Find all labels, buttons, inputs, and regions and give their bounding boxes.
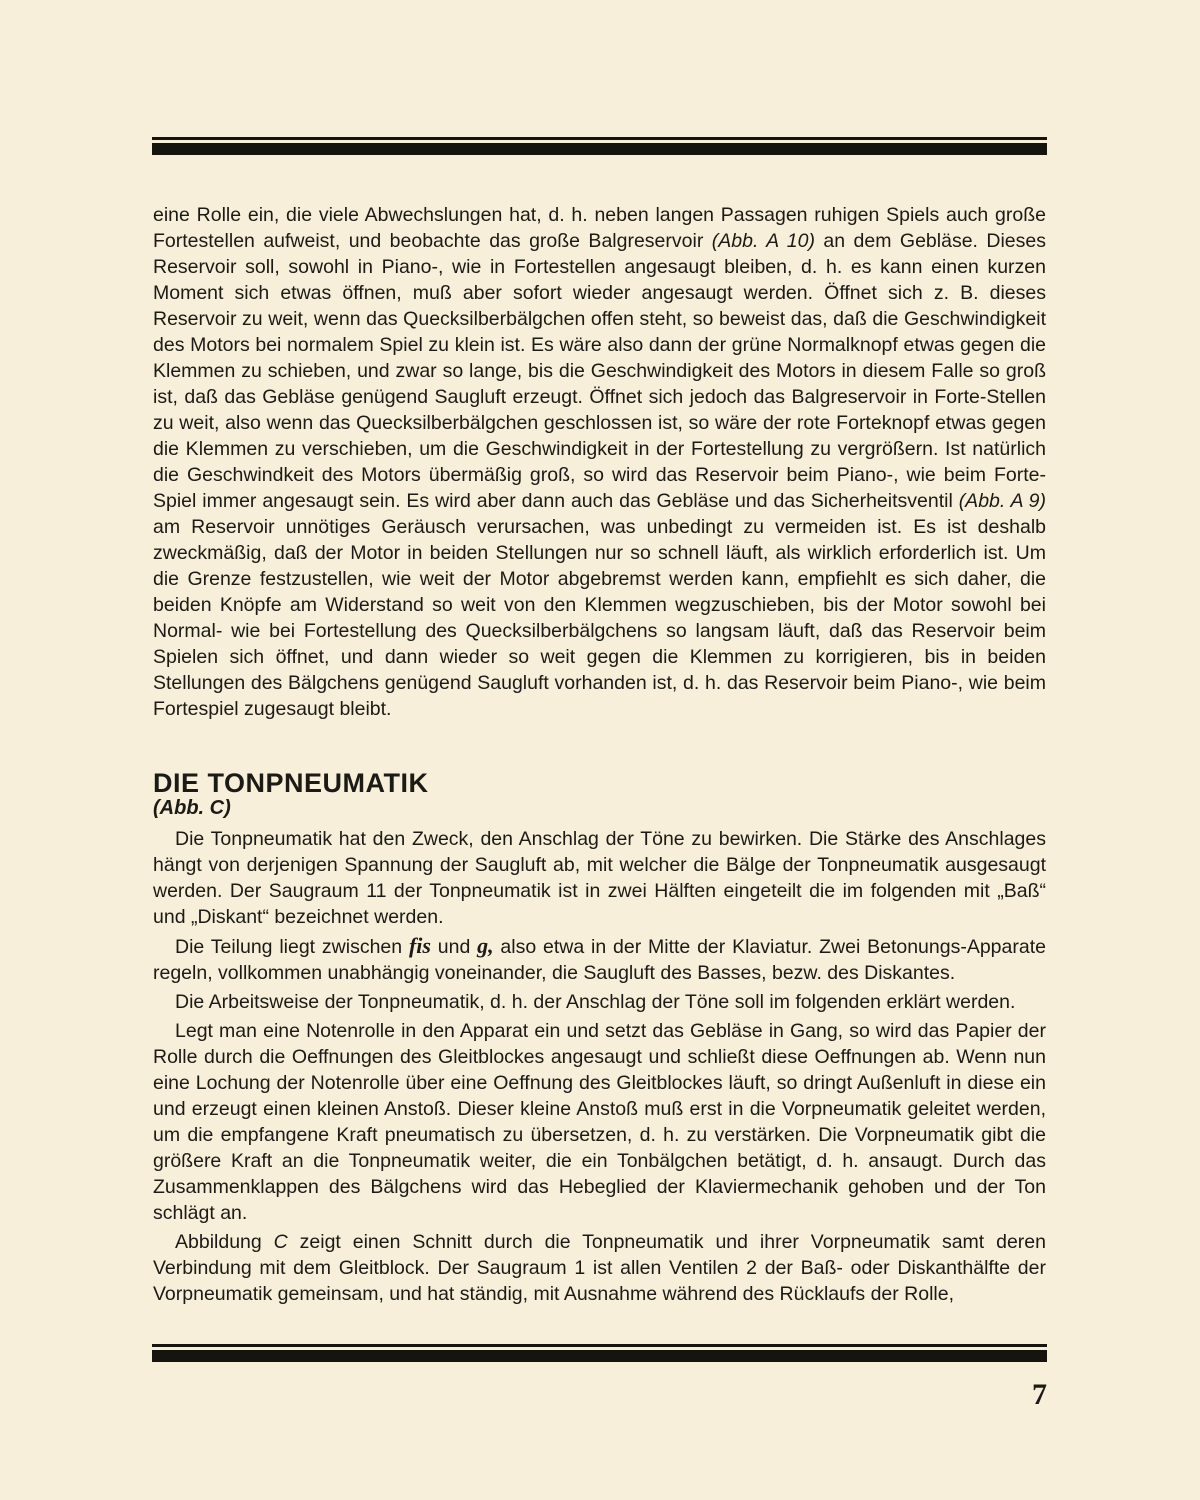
paragraph: Die Arbeitsweise der Tonpneumatik, d. h. der Anschlag der Töne soll im folgenden erklärt werden. xyxy=(175,991,1016,1013)
paragraph: Die Teilung liegt zwischen fis und g, also etwa in der Mitte der Klaviatur. Zwei Betonungs-Apparate regeln, vollkommen unabhängig voneinander, die Saugluft des Basses, bezw. des Diskantes. xyxy=(153,933,1046,984)
paragraph: Abbildung C zeigt einen Schnitt durch die Tonpneumatik und ihrer Vorpneumatik samt deren Verbindung mit dem Gleitblock. Der Saugraum 1 ist allen Ventilen 2 der Baß- oder Diskanthälfte der Vorpneumatik gemeinsam, und hat ständig, mit Ausnahme während des Rücklaufs der Rolle, xyxy=(153,1231,1046,1305)
intro-paragraph: eine Rolle ein, die viele Abwechslungen hat, d. h. neben langen Passagen ruhigen Spiels auch große Fortestellen aufweist, und beobachte das große Balgreservoir (Abb. A 10) an dem Gebläse. Dieses Reservoir soll, sowohl in Piano-, wie in Fortestellen angesaugt bleiben, d. h. es kann einen kurzen Moment sich etwas öffnen, muß aber sofort wieder angesaugt werden. Öffnet sich z. B. dieses Reservoir zu weit, wenn das Quecksilberbälgchen offen steht, so beweist das, daß die Geschwindigkeit des Motors bei normalem Spiel zu klein ist. Es wäre also dann der grüne Normalknopf etwas gegen die Klemmen zu schieben, und zwar so lange, bis die Geschwindigkeit des Motors in diesem Falle so groß ist, daß das Gebläse genügend Saugluft erzeugt. Öffnet sich jedoch das Balgreservoir in Forte-Stellen zu weit, also wenn das Quecksilberbälgchen geschlossen ist, so wäre der rote Forteknopf etwas gegen die Klemmen zu verschieben, um die Geschwindigkeit in der Fortestellung zu vergrößern. Ist natürlich die Geschwindkeit des Motors übermäßig groß, so wird das Reservoir beim Piano-, wie beim Forte-Spiel immer angesaugt sein. Es wird aber dann auch das Gebläse und das Sicherheitsventil (Abb. A 9) am Reservoir unnötiges Geräusch verursachen, was unbedingt zu vermeiden ist. Es ist deshalb zweckmäßig, daß der Motor in beiden Stellungen nur so schnell läuft, als wirklich erforderlich ist. Um die Grenze festzustellen, wie weit der Motor abgebremst werden kann, empfiehlt es sich daher, die beiden Knöpfe am Widerstand so weit von den Klemmen wegzuschieben, bis der Motor sowohl bei Normal- wie bei Fortestellung des Quecksilberbälgchens so langsam läuft, daß das Reservoir beim Spielen sich öffnet, und dann wieder so weit gegen die Klemmen zu korrigieren, bis in beiden Stellungen des Bälgchens genügend Saugluft vorhanden ist, d. h. das Reservoir beim Piano-, wie beim Fortespiel zugesaugt bleibt. xyxy=(153,204,1047,720)
note-name: g, xyxy=(477,933,494,958)
figure-ref: (Abb. A 10) xyxy=(711,230,815,252)
page-number: 7 xyxy=(1032,1378,1047,1411)
section-subheading: (Abb. C) xyxy=(153,797,231,819)
section-heading: DIE TONPNEUMATIK xyxy=(153,768,429,798)
bottom-rule xyxy=(152,1344,1047,1362)
paragraph: Die Tonpneumatik hat den Zweck, den Anschlag der Töne zu bewirken. Die Stärke des Anschlages hängt von derjenigen Spannung der Saugluft ab, mit welcher die Bälge der Tonpneumatik ausgesaugt werden. Der Saugraum 11 der Tonpneumatik ist in zwei Hälften eingeteilt die im folgenden mit „Baß“ und „Diskant“ bezeichnet werden. xyxy=(153,828,1046,928)
intro-text xyxy=(153,202,1046,722)
figure-ref: C xyxy=(273,1231,288,1253)
top-rule xyxy=(152,137,1047,155)
figure-ref: (Abb. A 9) xyxy=(958,490,1047,512)
note-name: fis xyxy=(408,933,431,958)
paragraph: Legt man eine Notenrolle in den Apparat ein und setzt das Gebläse in Gang, so wird das Papier der Rolle durch die Oeffnungen des Gleitblockes angesaugt und schließt diese Oeffnungen ab. Wenn nun eine Lochung der Notenrolle über eine Oeffnung des Gleitblockes läuft, so dringt Außenluft in diese ein und erzeugt einen kleinen Anstoß. Dieser kleine Anstoß muß erst in die Vorpneumatik geleitet werden, um die empfangene Kraft pneumatisch zu übersetzen, d. h. zu verstärken. Die Vorpneumatik gibt die größere Kraft an die Tonpneumatik weiter, die ein Tonbälgchen betätigt, d. h. ansaugt. Durch das Zusammenklappen des Bälgchens wird das Hebeglied der Klaviermechanik gehoben und der Ton schlägt an. xyxy=(153,1020,1046,1224)
section-body xyxy=(153,826,1046,1310)
